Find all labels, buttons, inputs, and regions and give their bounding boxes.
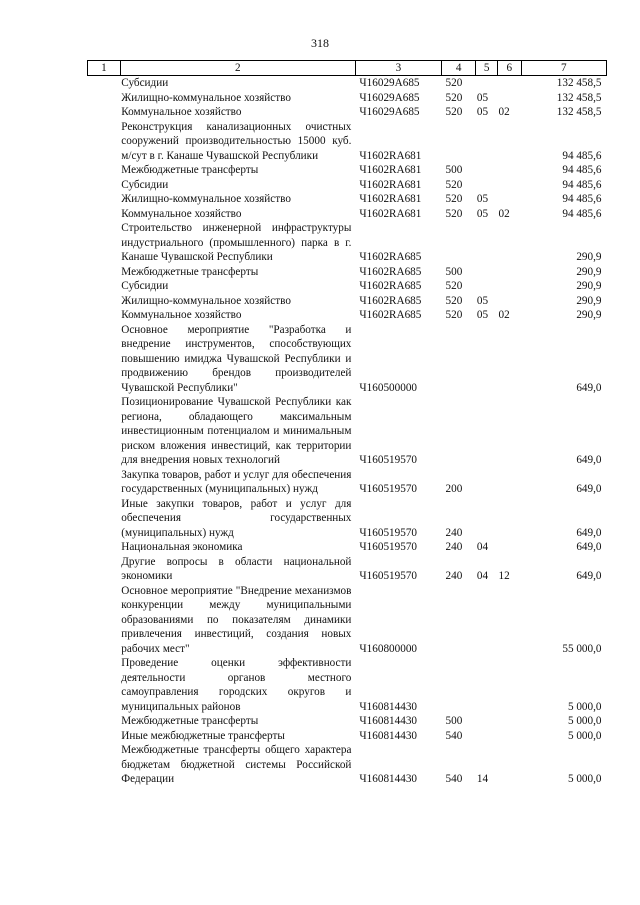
row-index-cell [88, 279, 121, 294]
row-pr-cell: 02 [498, 207, 510, 220]
row-name-cell: Закупка товаров, работ и услуг для обеспечения государственных (муниципальных) нужд [121, 468, 352, 495]
row-pr-cell [498, 497, 522, 541]
row-index-cell [88, 265, 121, 280]
row-name-cell: Национальная экономика [121, 541, 243, 553]
row-code-cell: Ч1602RA681 [359, 149, 422, 162]
row-code-cell: Ч160519570 [359, 570, 418, 582]
row-rz-cell [476, 279, 498, 294]
row-pr-cell [498, 265, 522, 280]
row-rz-cell [476, 729, 498, 744]
row-name-cell: Другие вопросы в области национальной экономики [121, 555, 352, 582]
row-code-cell: Ч160814430 [359, 729, 418, 742]
budget-table [87, 60, 607, 787]
row-rz-cell: 04 [476, 570, 489, 582]
row-pr-cell: 12 [498, 570, 510, 582]
row-vr-cell: 540 [445, 729, 463, 742]
row-vr-cell [442, 120, 476, 164]
row-vr-cell: 540 [445, 773, 463, 785]
row-index-cell [88, 76, 121, 91]
row-name-cell: Коммунальное хозяйство [121, 207, 242, 220]
table-row [88, 497, 607, 541]
table-row [88, 207, 607, 222]
row-code-cell: Ч16029А685 [359, 106, 420, 118]
row-name-cell: Жилищно-коммунальное хозяйство [121, 91, 291, 104]
row-pr-cell [498, 91, 522, 106]
row-rz-cell: 05 [476, 294, 489, 307]
row-vr-cell [442, 323, 476, 396]
row-sum-cell: 290,9 [576, 265, 602, 278]
row-vr-cell: 520 [445, 207, 463, 220]
row-vr-cell [442, 221, 476, 265]
row-sum-cell: 5 000,0 [567, 700, 602, 713]
row-index-cell [88, 91, 121, 106]
header-col-6: 6 [498, 61, 522, 76]
row-pr-cell [498, 221, 522, 265]
row-rz-cell: 04 [476, 541, 489, 553]
row-pr-cell: 02 [498, 106, 510, 118]
row-sum-cell: 290,9 [576, 280, 602, 292]
row-rz-cell [476, 323, 498, 396]
row-index-cell [88, 555, 121, 584]
row-code-cell: Ч160519570 [359, 526, 418, 539]
row-vr-cell: 520 [445, 91, 463, 104]
row-index-cell [88, 656, 121, 714]
row-index-cell [88, 729, 121, 744]
row-name-cell: Иные межбюджетные трансферты [121, 729, 285, 742]
row-pr-cell [498, 178, 522, 193]
table-row [88, 265, 607, 280]
row-name-cell: Коммунальное хозяйство [121, 309, 242, 321]
row-vr-cell: 200 [445, 483, 463, 495]
row-pr-cell [498, 294, 522, 309]
table-row [88, 308, 607, 323]
row-rz-cell [476, 656, 498, 714]
row-vr-cell [442, 584, 476, 657]
table-row [88, 729, 607, 744]
table-row [88, 105, 607, 120]
row-index-cell [88, 105, 121, 120]
row-pr-cell [498, 468, 522, 497]
row-code-cell: Ч160500000 [359, 381, 418, 394]
row-name-cell: Жилищно-коммунальное хозяйство [121, 193, 291, 205]
row-vr-cell: 520 [445, 193, 463, 205]
table-row [88, 584, 607, 657]
row-index-cell [88, 294, 121, 309]
row-name-cell: Строительство инженерной инфраструктуры индустриального (промышленного) парка в г. Канаше Чувашской Республики [121, 222, 352, 263]
row-code-cell: Ч1602RA685 [359, 251, 422, 263]
row-rz-cell [476, 468, 498, 497]
row-vr-cell: 520 [445, 106, 463, 118]
row-code-cell: Ч160814430 [359, 700, 418, 713]
row-code-cell: Ч1602RA685 [359, 309, 422, 321]
row-sum-cell: 132 458,5 [556, 91, 602, 104]
row-code-cell: Ч160519570 [359, 483, 418, 495]
row-index-cell [88, 163, 121, 178]
row-rz-cell [476, 265, 498, 280]
row-vr-cell: 500 [445, 715, 463, 727]
table-row [88, 91, 607, 106]
row-name-cell: Основное мероприятие "Внедрение механизмов конкуренции между муниципальными образованиями по показателям динамики привлечения инвестиций, создания новых рабочих мест" [121, 584, 352, 655]
row-pr-cell [498, 323, 522, 396]
row-code-cell: Ч1602RA685 [359, 280, 422, 292]
table-row [88, 714, 607, 729]
header-col-1: 1 [88, 61, 121, 76]
row-code-cell: Ч1602RA685 [359, 265, 422, 278]
header-col-5: 5 [476, 61, 498, 76]
row-rz-cell [476, 178, 498, 193]
table-row [88, 192, 607, 207]
table-row [88, 656, 607, 714]
table-row [88, 120, 607, 164]
row-pr-cell [498, 163, 522, 178]
row-sum-cell: 55 000,0 [562, 642, 602, 655]
table-row [88, 76, 607, 91]
row-sum-cell: 649,0 [576, 570, 602, 582]
row-code-cell: Ч16029А685 [359, 77, 420, 89]
row-name-cell: Субсидии [121, 280, 169, 292]
row-pr-cell [498, 729, 522, 744]
row-pr-cell [498, 279, 522, 294]
row-pr-cell [498, 743, 522, 787]
row-vr-cell: 520 [445, 280, 463, 292]
row-rz-cell: 05 [476, 309, 489, 321]
row-rz-cell [476, 163, 498, 178]
row-sum-cell: 290,9 [576, 251, 602, 263]
row-name-cell: Межбюджетные трансферты общего характера бюджетам бюджетной системы Российской Федерации [121, 744, 352, 785]
table-row [88, 323, 607, 396]
row-pr-cell [498, 192, 522, 207]
row-index-cell [88, 714, 121, 729]
table-row [88, 178, 607, 193]
row-sum-cell: 94 485,6 [562, 178, 602, 191]
row-code-cell: Ч160519570 [359, 541, 418, 553]
row-sum-cell: 649,0 [576, 454, 602, 466]
row-vr-cell: 520 [445, 294, 463, 307]
budget-table-body [88, 61, 607, 787]
row-vr-cell: 240 [445, 570, 463, 582]
row-rz-cell [476, 395, 498, 468]
row-vr-cell: 240 [445, 541, 463, 553]
row-index-cell [88, 584, 121, 657]
row-name-cell: Коммунальное хозяйство [121, 106, 242, 118]
row-index-cell [88, 192, 121, 207]
row-rz-cell [476, 497, 498, 541]
row-rz-cell [476, 584, 498, 657]
row-rz-cell [476, 120, 498, 164]
row-vr-cell: 520 [445, 178, 463, 191]
row-vr-cell [442, 395, 476, 468]
row-sum-cell: 94 485,6 [562, 164, 602, 176]
row-name-cell: Субсидии [121, 178, 169, 191]
row-sum-cell: 649,0 [576, 526, 602, 539]
table-row [88, 540, 607, 555]
row-sum-cell: 94 485,6 [562, 207, 602, 220]
row-name-cell: Основное мероприятие "Разработка и внедрение инструментов, способствующих повышению имиджа Чувашской Республики и продвижению брендов производителей Чувашской Республики" [121, 323, 352, 394]
row-vr-cell [442, 656, 476, 714]
page-number: 318 [311, 36, 329, 50]
row-index-cell [88, 395, 121, 468]
row-index-cell [88, 323, 121, 396]
row-name-cell: Межбюджетные трансферты [121, 265, 259, 278]
row-sum-cell: 649,0 [576, 541, 602, 553]
row-index-cell [88, 497, 121, 541]
row-pr-cell: 02 [498, 309, 510, 321]
table-row [88, 279, 607, 294]
row-name-cell: Иные закупки товаров, работ и услуг для обеспечения государственных (муниципальных) нужд [121, 497, 352, 539]
row-index-cell [88, 120, 121, 164]
table-row [88, 468, 607, 497]
row-name-cell: Межбюджетные трансферты [121, 715, 259, 727]
table-row [88, 743, 607, 787]
row-rz-cell [476, 221, 498, 265]
row-pr-cell [498, 395, 522, 468]
row-rz-cell [476, 714, 498, 729]
row-name-cell: Проведение оценки эффективности деятельности органов местного самоуправления городских округов и муниципальных районов [121, 657, 352, 713]
row-pr-cell [498, 656, 522, 714]
row-pr-cell [498, 584, 522, 657]
row-rz-cell: 05 [476, 193, 489, 205]
row-rz-cell: 05 [476, 207, 489, 220]
row-index-cell [88, 178, 121, 193]
table-row [88, 221, 607, 265]
row-rz-cell: 05 [476, 91, 489, 104]
header-col-2: 2 [120, 61, 355, 76]
row-vr-cell: 520 [445, 309, 463, 321]
row-index-cell [88, 743, 121, 787]
row-sum-cell: 290,9 [576, 309, 602, 321]
row-index-cell [88, 468, 121, 497]
row-index-cell [88, 540, 121, 555]
row-code-cell: Ч1602RA681 [359, 193, 422, 205]
row-sum-cell: 94 485,6 [562, 193, 602, 205]
table-header-row [88, 61, 607, 76]
row-vr-cell: 240 [445, 526, 463, 539]
row-name-cell: Жилищно-коммунальное хозяйство [121, 294, 291, 307]
row-rz-cell: 14 [476, 773, 489, 785]
row-index-cell [88, 207, 121, 222]
row-name-cell: Субсидии [121, 77, 169, 89]
row-sum-cell: 5 000,0 [567, 729, 602, 742]
row-pr-cell [498, 120, 522, 164]
row-vr-cell: 520 [445, 77, 463, 89]
row-code-cell: Ч160814430 [359, 715, 418, 727]
header-col-3: 3 [355, 61, 441, 76]
row-sum-cell: 5 000,0 [567, 715, 602, 727]
row-code-cell: Ч160814430 [359, 773, 418, 785]
header-col-4: 4 [442, 61, 476, 76]
row-name-cell: Позиционирование Чувашской Республики как региона, обладающего максимальным инвестиционным потенциалом и минимальным риском вложения инвестиций, как территории для внедрения новых технологий [121, 396, 352, 466]
row-index-cell [88, 308, 121, 323]
row-vr-cell: 500 [445, 164, 463, 176]
row-sum-cell: 132 458,5 [556, 77, 602, 89]
table-row [88, 395, 607, 468]
row-pr-cell [498, 76, 522, 91]
row-code-cell: Ч160800000 [359, 642, 418, 655]
row-code-cell: Ч1602RA681 [359, 207, 422, 220]
row-code-cell: Ч16029А685 [359, 91, 420, 104]
row-code-cell: Ч1602RA681 [359, 178, 422, 191]
table-row [88, 294, 607, 309]
row-sum-cell: 290,9 [576, 294, 602, 307]
row-sum-cell: 649,0 [576, 381, 602, 394]
row-name-cell: Реконструкция канализационных очистных сооружений производительностью 15000 куб. м/сут в г. Канаше Чувашской Республики [121, 120, 352, 162]
row-sum-cell: 649,0 [576, 483, 602, 495]
row-sum-cell: 5 000,0 [567, 773, 602, 785]
row-pr-cell [498, 540, 522, 555]
table-row [88, 163, 607, 178]
row-vr-cell: 500 [445, 265, 463, 278]
row-index-cell [88, 221, 121, 265]
table-row [88, 555, 607, 584]
row-code-cell: Ч1602RA685 [359, 294, 422, 307]
row-sum-cell: 94 485,6 [562, 149, 602, 162]
row-sum-cell: 132 458,5 [556, 106, 602, 118]
header-col-7: 7 [521, 61, 607, 76]
row-pr-cell [498, 714, 522, 729]
row-rz-cell: 05 [476, 106, 489, 118]
row-name-cell: Межбюджетные трансферты [121, 164, 259, 176]
row-code-cell: Ч1602RA681 [359, 164, 422, 176]
row-code-cell: Ч160519570 [359, 454, 418, 466]
row-rz-cell [476, 76, 498, 91]
